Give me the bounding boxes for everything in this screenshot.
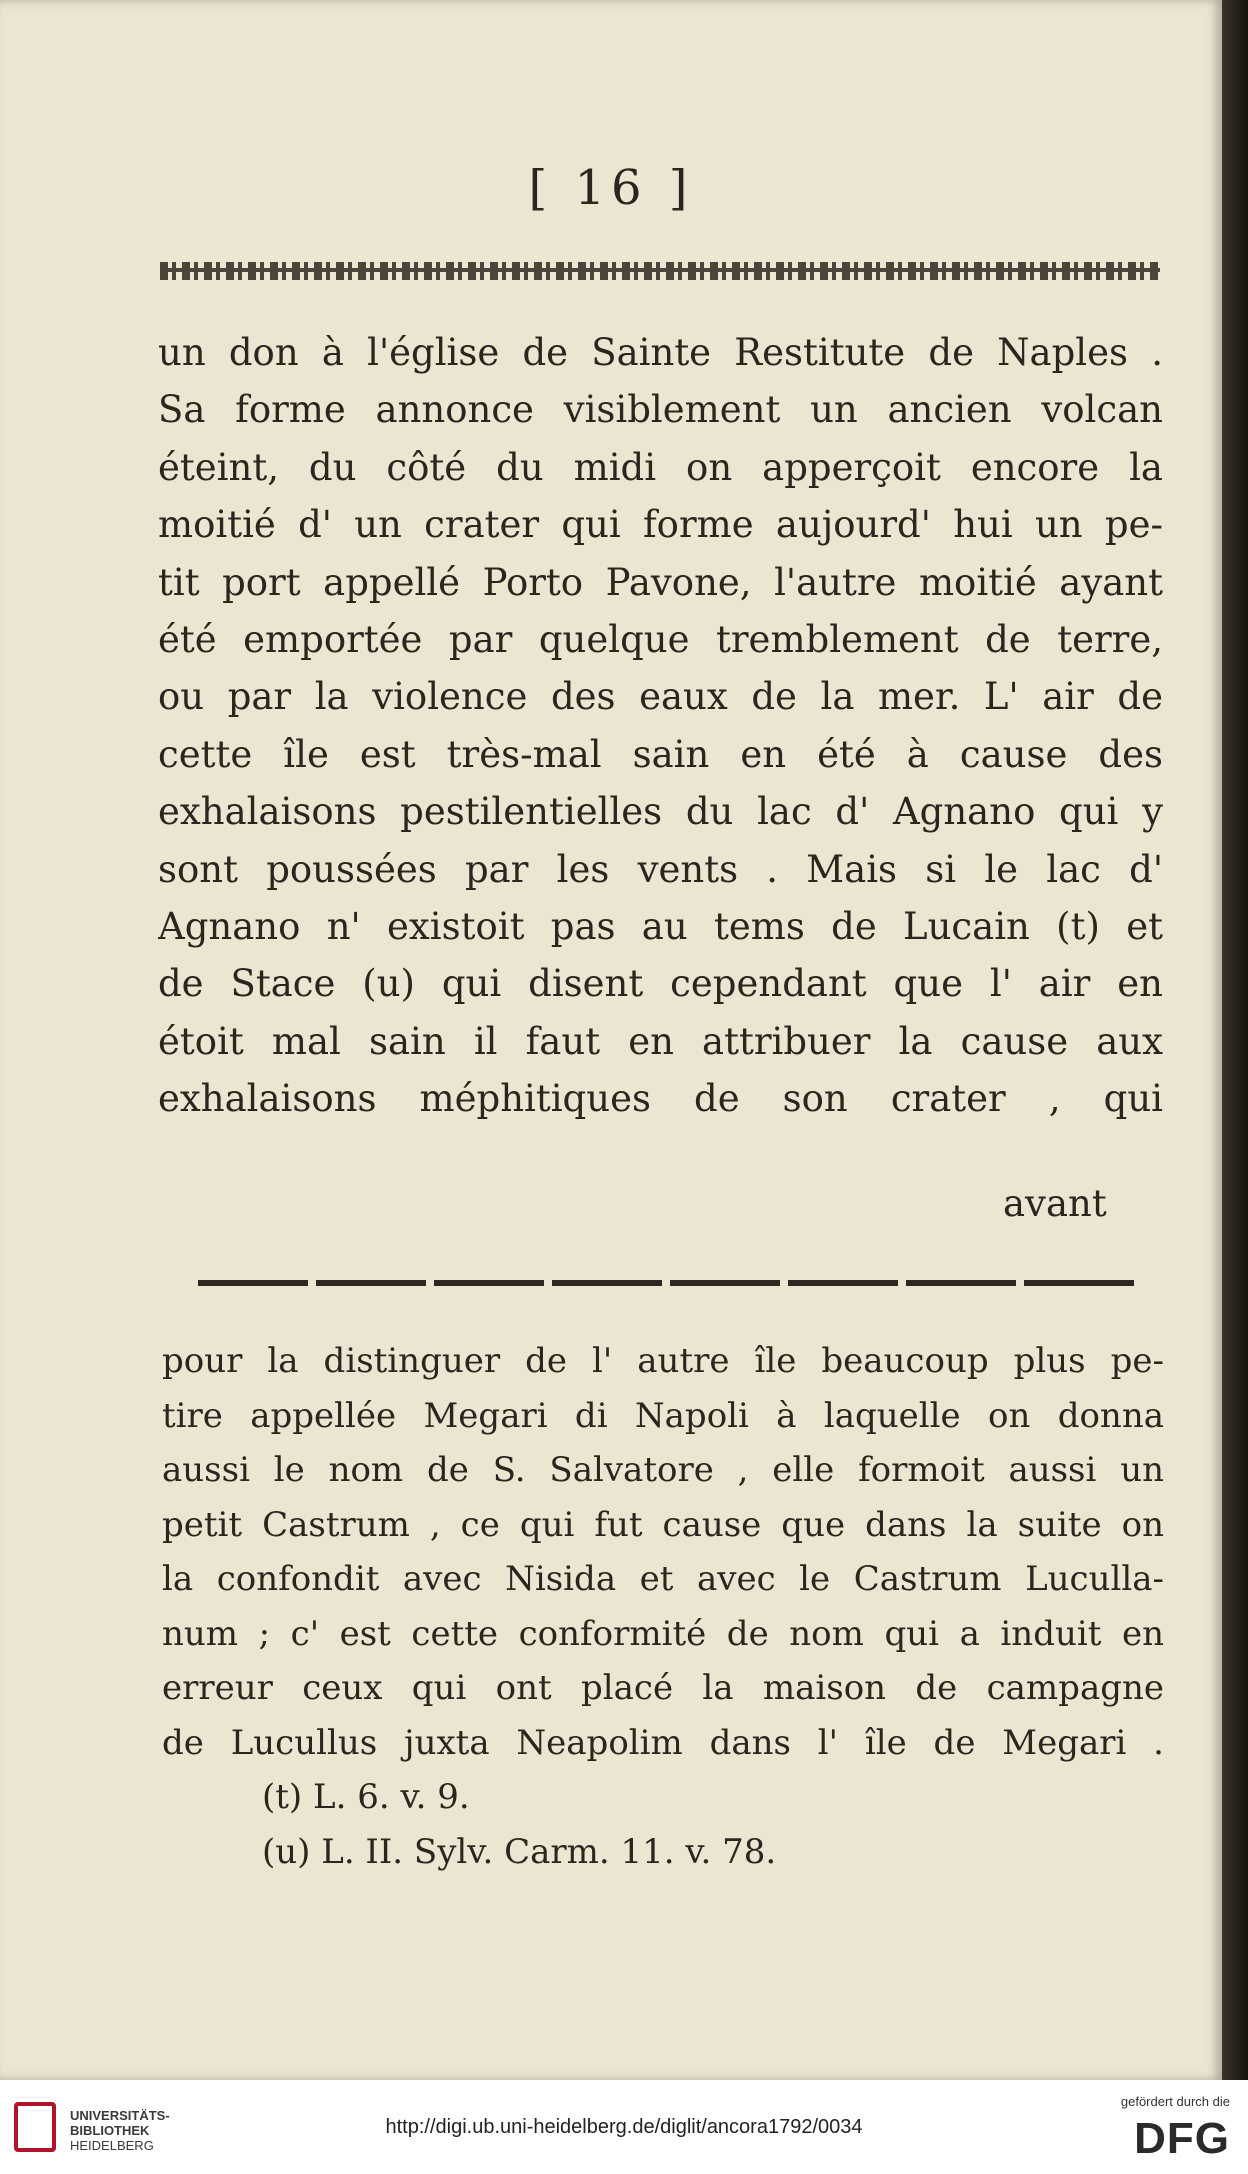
text-line: ou par la violence des eaux de la mer. L' air de — [158, 675, 1163, 719]
footnote-line: aussi le nom de S. Salvatore , elle formoit aussi un — [162, 1450, 1164, 1490]
footnote-line: la confondit avec Nisida et avec le Castrum Luculla- — [162, 1559, 1164, 1599]
source-url[interactable]: http://digi.ub.uni-heidelberg.de/diglit/ancora1792/0034 — [385, 2116, 863, 2138]
footnotes — [162, 1334, 1164, 1879]
dfg-logo: DFG — [1134, 2114, 1230, 2163]
page-number: [ 16 ] — [528, 160, 694, 216]
text-line: éteint, du côté du midi on apperçoit encore la — [158, 445, 1163, 489]
text-line: étoit mal sain il faut en attribuer la cause aux — [158, 1019, 1163, 1063]
text-line: sont poussées par les vents . Mais si le lac d' — [158, 847, 1163, 891]
footnote-rule — [198, 1280, 1136, 1286]
footnote-line: erreur ceux qui ont placé la maison de campagne — [162, 1668, 1164, 1708]
text-line: cette île est très-mal sain en été à cause des — [158, 732, 1163, 776]
footnote-citation: (u) L. II. Sylv. Carm. 11. v. 78. — [262, 1831, 777, 1872]
text-line: un don à l'église de Sainte Restitute de Naples . — [158, 331, 1163, 374]
text-line: tit port appellé Porto Pavone, l'autre moitié ayant — [158, 560, 1163, 604]
text-line: exhalaisons méphitiques de son crater , qui — [158, 1077, 1163, 1121]
footnote-line: petit Castrum , ce qui fut cause que dans la suite on — [162, 1504, 1164, 1545]
text-line: Sa forme annonce visiblement un ancien volcan — [158, 388, 1163, 432]
catchword: avant — [1003, 1182, 1107, 1225]
main-text — [158, 324, 1163, 1127]
library-name: UNIVERSITÄTS- BIBLIOTHEK HEIDELBERG — [70, 2108, 170, 2153]
page-edge — [1222, 0, 1248, 2080]
footnote-line: pour la distinguer de l' autre île beaucoup plus pe- — [162, 1341, 1164, 1381]
footnote-line: num ; c' est cette conformité de nom qui a induit en — [162, 1613, 1164, 1654]
text-line: moitié d' un crater qui forme aujourd' hui un pe- — [158, 503, 1163, 547]
footnote-citation: (t) L. 6. v. 9. — [262, 1777, 470, 1817]
text-line: Agnano n' existoit pas au tems de Lucain (t) et — [158, 904, 1163, 948]
header-ornament — [160, 262, 1160, 280]
footnote-line: tire appellée Megari di Napoli à laquelle on donna — [162, 1395, 1164, 1436]
footer-bar — [0, 2080, 1248, 2174]
text-line: de Stace (u) qui disent cependant que l' air en — [158, 962, 1163, 1006]
text-line: exhalaisons pestilentielles du lac d' Agnano qui y — [158, 790, 1163, 834]
footnote-line: de Lucullus juxta Neapolim dans l' île de Megari . — [162, 1722, 1164, 1763]
text-line: été emportée par quelque tremblement de terre, — [158, 617, 1163, 661]
funded-by-label: gefördert durch die — [1120, 2094, 1230, 2109]
